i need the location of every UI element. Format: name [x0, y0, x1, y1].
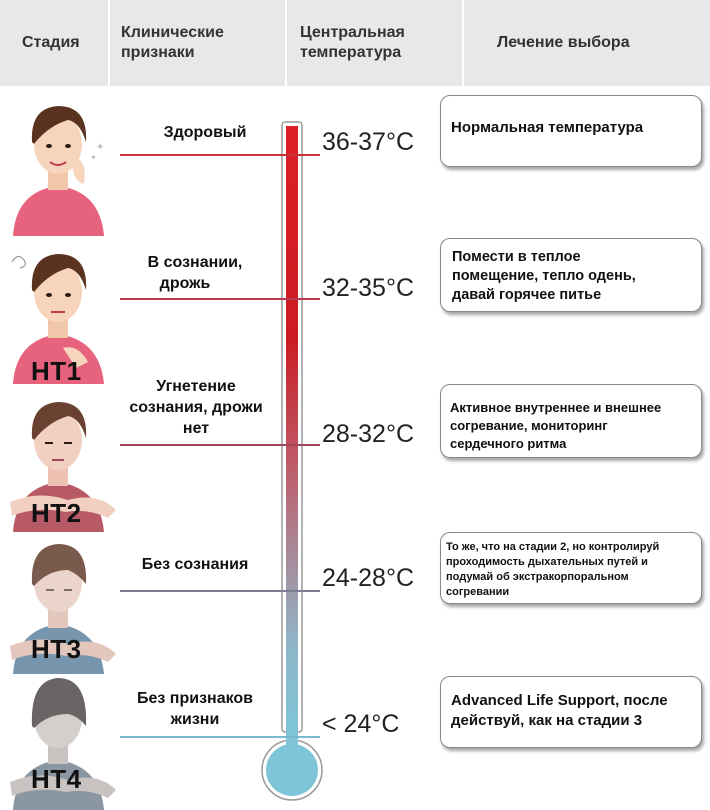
- treatment-line: действуй, как на стадии 3: [451, 712, 643, 729]
- header-signs: [121, 0, 281, 86]
- level-line-ht2: [120, 444, 320, 446]
- sign-ht3: [125, 554, 265, 575]
- sign-line: Без сознания: [141, 556, 249, 573]
- treatment-box-healthy: [440, 95, 702, 167]
- thermometer-mercury: [286, 126, 298, 736]
- stage-tag-ht3: HT3: [31, 634, 82, 664]
- treatment-line: То же, что на стадии 2, но контролируй: [446, 541, 660, 553]
- treatment-line: Активное внутреннее и внешнее: [450, 400, 662, 415]
- svg-text:✦: ✦: [96, 142, 105, 153]
- header-stage-label: Стадия: [22, 34, 80, 51]
- header-divider: [462, 0, 464, 86]
- sign-line: Здоровый: [163, 124, 247, 141]
- treatment-line: согревании: [446, 586, 510, 598]
- level-line-ht4: [120, 736, 320, 738]
- thermometer-neck: [286, 718, 298, 748]
- stage-tag-ht2: HT2: [31, 498, 82, 528]
- treatment-box-ht1: [440, 238, 702, 312]
- sign-ht2: [116, 376, 276, 439]
- thermometer-bulb: [266, 744, 318, 796]
- treatment-line: Advanced Life Support, после: [451, 692, 668, 709]
- temp-ht4: < 24°C: [322, 710, 400, 738]
- header-divider: [285, 0, 287, 86]
- header-temp-line-1: Центральная: [300, 24, 405, 41]
- treatment-line: Помести в теплое: [452, 249, 581, 265]
- thermometer: [258, 118, 330, 808]
- treatment-line: Нормальная температура: [451, 119, 644, 136]
- sign-healthy: [140, 122, 270, 143]
- sign-ht4: [125, 688, 265, 730]
- face-healthy-illustration: [8, 96, 108, 236]
- treatment-line: подумай об экстракорпоральном: [446, 571, 629, 583]
- header-treatment: [497, 0, 697, 86]
- svg-text:✦: ✦: [90, 153, 97, 162]
- sign-line: В сознании,: [147, 254, 243, 271]
- header-signs-line-2: признаки: [121, 44, 195, 61]
- header-temp-line-2: температура: [300, 44, 402, 61]
- treatment-box-ht4: [440, 676, 702, 748]
- table-header: [0, 0, 710, 86]
- temp-ht1: 32-35°C: [322, 274, 414, 302]
- sign-line: жизни: [170, 711, 220, 728]
- stage-tag-ht1: HT1: [31, 356, 82, 386]
- header-temp: [300, 0, 460, 86]
- treatment-line: сердечного ритма: [450, 436, 567, 451]
- header-treatment-label: Лечение выбора: [497, 34, 630, 51]
- temp-ht2: 28-32°C: [322, 420, 414, 448]
- temp-healthy: 36-37°C: [322, 128, 414, 156]
- treatment-box-ht3: [440, 532, 702, 604]
- treatment-box-ht2: [440, 384, 702, 458]
- treatment-line: помещение, тепло одень,: [452, 268, 636, 284]
- header-divider: [108, 0, 110, 86]
- sign-ht1: [125, 252, 265, 294]
- sign-line: Без признаков: [137, 690, 253, 707]
- treatment-line: согревание, мониторинг: [450, 418, 608, 433]
- treatment-line: давай горячее питье: [452, 287, 602, 303]
- treatment-line: проходимость дыхательных путей и: [446, 556, 648, 568]
- sign-line: нет: [182, 420, 210, 437]
- header-stage: [22, 0, 102, 86]
- level-line-healthy: [120, 154, 320, 156]
- stage-tag-ht4: HT4: [31, 764, 82, 794]
- header-signs-line-1: Клинические: [121, 24, 224, 41]
- sign-line: Угнетение: [156, 378, 236, 395]
- temp-ht3: 24-28°C: [322, 564, 414, 592]
- level-line-ht1: [120, 298, 320, 300]
- sign-line: дрожь: [159, 275, 211, 292]
- level-line-ht3: [120, 590, 320, 592]
- sign-line: сознания, дрожи: [129, 399, 263, 416]
